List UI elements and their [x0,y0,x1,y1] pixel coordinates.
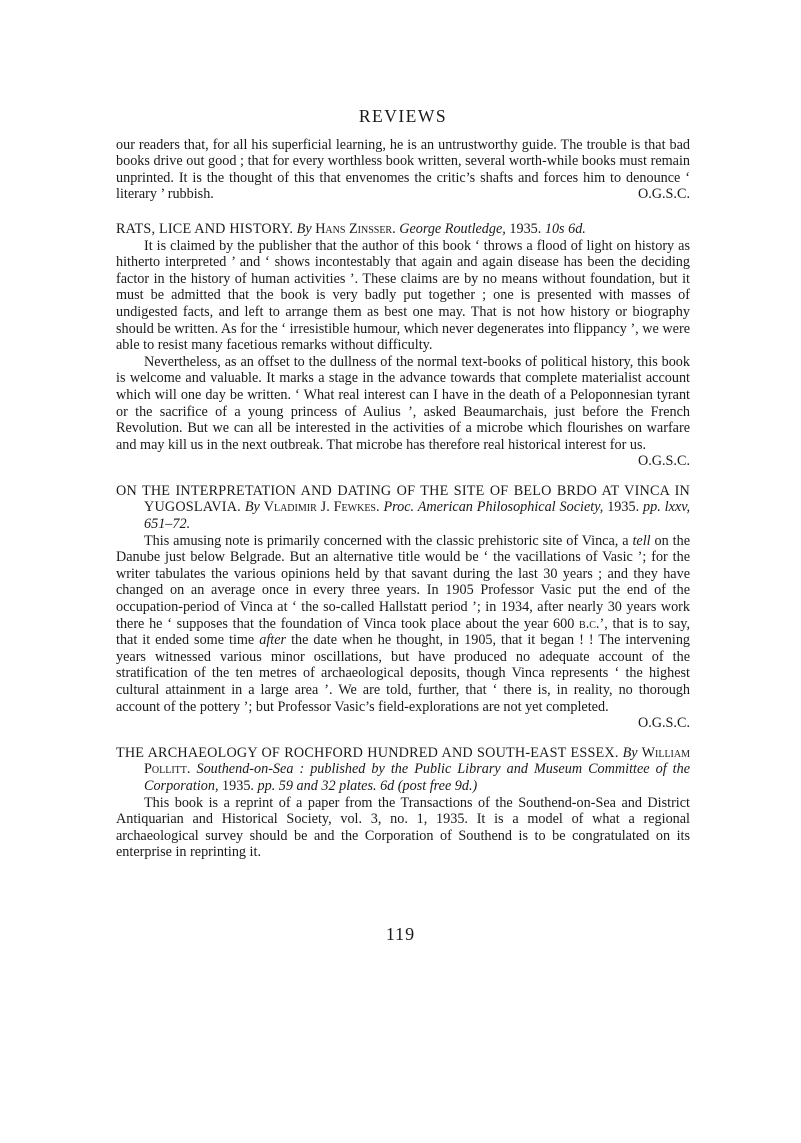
review-paragraph [116,533,690,716]
author-name: William Pollitt. [144,744,690,778]
publisher: George Routledge, [399,220,506,237]
review-heading [116,483,690,533]
reviewer-signature: O.G.S.C. [637,186,690,203]
price: 10s 6d. [544,220,586,237]
book-title: ON THE INTERPRETATION AND DATING OF THE SITE OF BELO BRDO AT VINCA IN YUGOSLAVIA. [116,482,690,516]
review-text-italic: tell [632,532,651,549]
publisher: Southend-on-Sea : published by the Public Library and Museum Committee of the Corporation, [144,761,691,794]
publication-year: 1935. [222,777,254,794]
by-prefix: By [244,499,260,516]
review-paragraph: It is claimed by the publisher that the author of this book ‘ throws a flood of light on history as hitherto interpreted ’ and ‘ shows incontestably that again and again disease has been the deciding factor in the history of human activities ’. These claims are by no means without foundation, but it must be admitted that the book is very badly put together ; one is presented with masses of undigested facts, and left to arrange them as best one may. That is not how history or biography should be written. As for the ‘ irresistible humour, which never degenerates into flippancy ’, we were able to resist many facetious remarks without difficulty. [116,237,690,354]
extent: pp. 59 and 32 plates. 6d (post free 9d.) [257,777,478,794]
author-name: Hans Zinsser. [315,220,396,237]
review-text-segment: ’, that is to say, that it ended some time [116,615,690,649]
review-heading [116,221,690,238]
publication-year: 1935. [509,220,542,237]
review-text-italic: after [259,632,287,649]
review-continuation [116,137,690,203]
review-text-body: our readers that, for all his superficial learning, he is an untrustworthy guide. The trouble is that bad books drive out good ; that for every worthless book written, several worth-while books must remain unprinted. It is the thought of this that envenomes the critic’s shafts and forces him to denounce ‘ literary ’ rubbish. [116,136,690,203]
by-prefix: By [622,744,638,761]
review-heading [116,745,690,795]
page-number: 119 [385,924,416,944]
author-name: Vladimir J. Fewkes. [263,499,380,516]
review-rats-lice-history [116,221,690,470]
review-text-segment: This amusing note is primarily concerned with the classic prehistoric site of Vinca, a [144,532,629,549]
review-text-segment: on the Danube just below Belgrade. But an alternative title would be ‘ the vacillations of Vasic ’; for the writer tabulates the various opinions held by that savant during the last 30 years ; and they have changed on an average once in every three years. In 1905 Professor Vasic put the end of the occupation-period of Vinca at ‘ the so-called Hallstatt period ’; in 1934, after nearly 30 years work there he ‘ supposes that the foundation of Vinca took place about the year 600 [116,532,690,632]
by-prefix: By [296,220,312,237]
page-body [116,108,690,861]
review-paragraph: This book is a reprint of a paper from the Transactions of the Southend-on-Sea and District Antiquarian and Historical Society, vol. 3, no. 1, 1935. It is a model of what a regional archaeological survey should be and the Corporation of Southend is to be congratulated on its enterprise in reprinting it. [116,794,690,861]
reviewer-signature: O.G.S.C. [637,715,690,732]
review-paragraph: Nevertheless, as an offset to the dullness of the normal text-books of political history, this book is welcome and valuable. It marks a stage in the advance towards that complete materialist account which will one day be written. ‘ What real interest can I have in the death of a Peloponnesian tyrant or the sacrifice of a young princess of Aulius ’, asked Beaumarchais, just before the French Revolution. But we can all be interested in the activities of a microbe which flourishes on warfare and may kill us in the next outbreak. That microbe has therefore real historical interest for us. [116,353,690,453]
review-belo-brdo [116,483,690,732]
page-range: pp. lxxv, 651–72. [144,499,691,533]
running-head: REVIEWS [358,106,448,126]
review-rochford-hundred [116,745,690,861]
journal: Proc. American Philosophical Society, [383,499,604,516]
reviewer-signature: O.G.S.C. [637,453,690,470]
review-text [116,137,690,203]
book-title: THE ARCHAEOLOGY OF ROCHFORD HUNDRED AND SOUTH-EAST ESSEX. [116,744,619,761]
review-text-segment: the date when he thought, in 1905, that it began ! ! The intervening years witnessed various minor oscillations, but have produced no adequate account of the stratification of the ten metres of archaeological deposits, though Vinca represents ‘ the highest cultural attainment in a large area ’. We are told, further, that ‘ there is, in reality, no thorough account of the pottery ’; but Professor Vasic’s field-explorations are not yet completed. [116,632,691,715]
publication-year: 1935. [607,499,640,516]
book-title: RATS, LICE AND HISTORY. [116,220,294,237]
review-text-smallcaps: b.c. [579,615,600,632]
